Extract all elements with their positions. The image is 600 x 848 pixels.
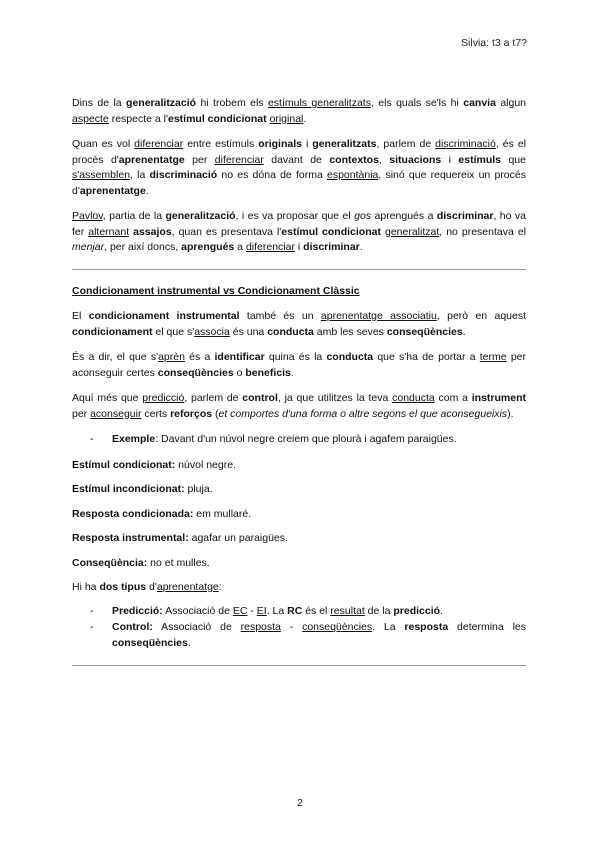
example-list (72, 432, 526, 448)
example-item: - Exemple: Davant d'un núvol negre creiem que plourà i agafem paraigües. (90, 433, 457, 445)
section-divider-bottom (72, 665, 526, 666)
definition-unconditioned-stimulus: Estímul incondicionat: pluja. (72, 483, 213, 495)
section-divider (72, 269, 526, 270)
definition-conditioned-stimulus: Estímul condicionat: núvol negre. (72, 458, 236, 471)
paragraph-control: Aquí més que predicció, parlem de control, ja que utilitzes la teva conducta com a instrument per aconseguir certs reforços (et comportes d'una forma o altre segons el que aconsegueixis). (72, 392, 526, 420)
page-content (72, 96, 526, 680)
page-header: Silvia: t3 a t7? (461, 37, 527, 49)
section-heading: Condicionament instrumental vs Condicionament Clàssic (72, 284, 360, 297)
paragraph-two-types: Hi ha dos tipus d'aprenentatge: (72, 581, 222, 593)
paragraph-discrimination: Quan es vol diferenciar entre estímuls originals i generalitzats, parlem de discriminació, és el procés d'aprenentatge per diferenciar davant de contextos, situacions i estímuls que s'assemblen, la discriminació no es dóna de forma espontània, sinó que requereix un procés d'aprenentatge. (72, 138, 527, 197)
type-item-control: - Control: Associació de resposta - conseqüències. La resposta determina les conseqüències. (90, 621, 526, 649)
paragraph-pavlov: Pavlov, partia de la generalització, i es va proposar que el gos aprengués a discriminar, ho va fer alternant assajos, quan es presentava l'estímul condicionat generalitzat, no presentava el menjar, per així doncs, aprengués a diferenciar i discriminar. (72, 210, 527, 253)
page-number: 2 (297, 797, 303, 809)
types-list (72, 604, 526, 652)
definition-conditioned-response: Resposta condicionada: em mullaré. (72, 507, 252, 520)
paragraph-instrumental: El condicionament instrumental també és un aprenentatge associatiu, però en aquest condicionament el que s'associa és una conducta amb les seves conseqüències. (72, 310, 527, 338)
paragraph-generalization: Dins de la generalització hi trobem els estímuls generalitzats, els quals se'ls hi canvia algun aspecte respecte a l'estímul condicionat original. (72, 97, 527, 125)
type-item-prediction: - Predicció: Associació de EC - EI. La RC és el resultat de la predicció. (90, 604, 443, 617)
definition-instrumental-response: Resposta instrumental: agafar un paraigües. (72, 532, 288, 544)
definition-consequence: Conseqüència: no et mulles. (72, 556, 210, 569)
paragraph-learn-identify: És a dir, el que s'aprèn és a identificar quina és la conducta que s'ha de portar a terme per aconseguir certes conseqüències o beneficis. (72, 351, 526, 379)
